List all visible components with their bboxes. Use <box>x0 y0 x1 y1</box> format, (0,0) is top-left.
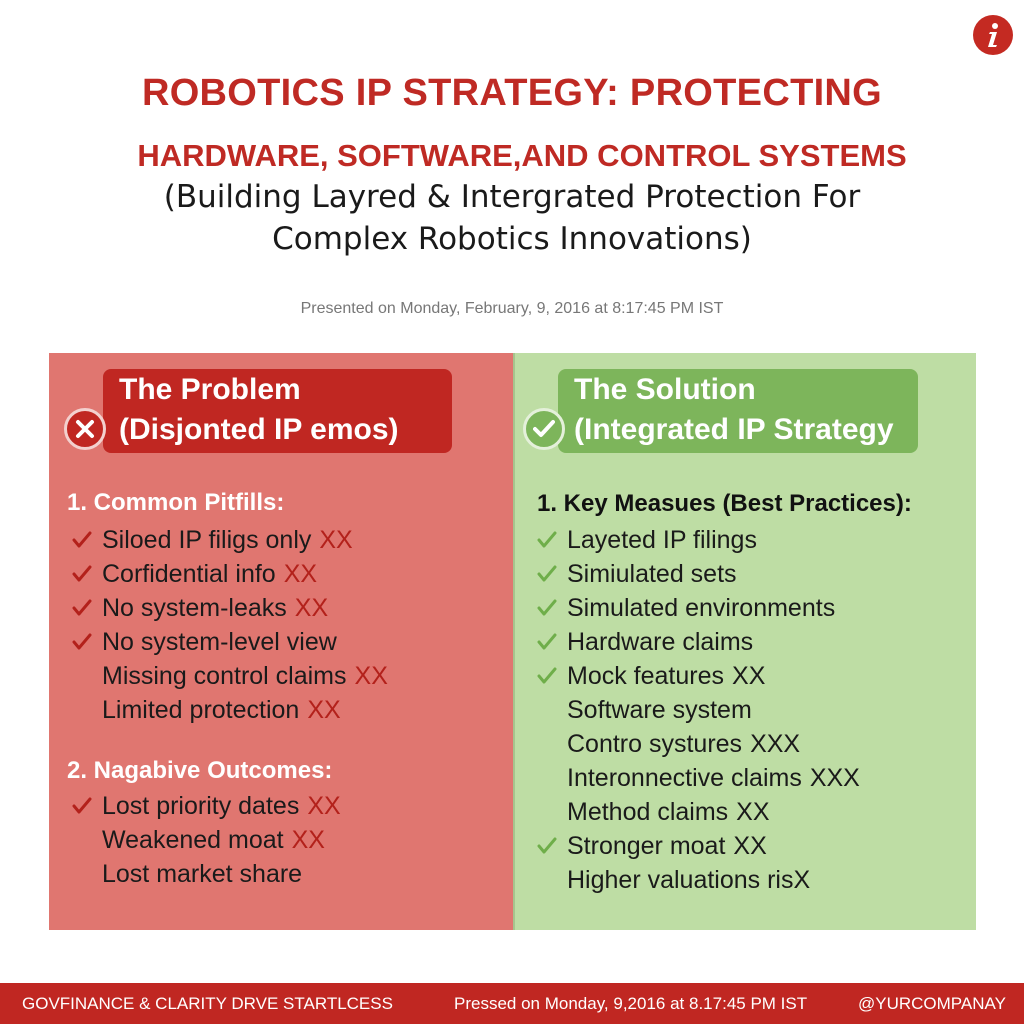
list-item <box>537 557 860 591</box>
checkmark-icon <box>537 633 567 651</box>
list-item-text: Limited protection <box>102 695 300 724</box>
list-item-mark: XX <box>307 791 341 820</box>
page-title-line2: HARDWARE, SOFTWARE,AND CONTROL SYSTEMS <box>137 138 907 173</box>
checkmark-icon <box>72 633 102 651</box>
list-item-text: Missing control claims <box>102 661 347 690</box>
footer-left-text: GOVFINANCE & CLARITY DRVE STARTLCESS <box>22 994 393 1013</box>
checkmark-icon <box>72 531 102 549</box>
list-item <box>537 727 860 761</box>
list-item-text: Interonnective claims <box>567 763 802 792</box>
list-item <box>72 693 388 727</box>
list-item-text: Stronger moat <box>567 831 726 860</box>
solution-measures-list <box>537 523 860 897</box>
solution-header <box>558 369 918 453</box>
checkmark-icon <box>537 531 567 549</box>
list-item-text: Corfidential info <box>102 559 276 588</box>
solution-header-subtitle: (Integrated IP Strategy <box>574 413 894 446</box>
list-item-text: Contro systures <box>567 729 743 758</box>
checkmark-icon <box>72 797 102 815</box>
list-item-text: Mock features <box>567 661 725 690</box>
list-item-mark: XX <box>319 525 353 554</box>
list-item-text: Hardware claims <box>567 627 754 656</box>
list-item <box>537 591 860 625</box>
info-icon[interactable] <box>973 15 1013 55</box>
problem-section-heading-pitfalls: 1. Common Pitfills: <box>67 489 285 516</box>
list-item-text: Simulated environments <box>567 593 836 622</box>
problem-header <box>103 369 452 453</box>
problem-section-heading-outcomes: 2. Nagabive Outcomes: <box>67 757 333 784</box>
check-circle-icon <box>523 408 565 450</box>
list-item-text: Layeted IP filings <box>567 525 757 554</box>
list-item <box>72 857 341 891</box>
list-item <box>537 523 860 557</box>
list-item-mark: XX <box>307 695 341 724</box>
list-item-mark: XX <box>354 661 388 690</box>
problem-header-subtitle: (Disjonted IP emos) <box>119 413 399 446</box>
list-item-mark: XXX <box>750 729 801 758</box>
list-item-text: Weakened moat <box>102 825 284 854</box>
page-title: ROBOTICS IP STRATEGY: PROTECTING <box>141 72 883 114</box>
list-item <box>72 659 388 693</box>
checkmark-icon <box>72 599 102 617</box>
list-item-text: Higher valuations risX <box>567 865 811 894</box>
list-item <box>72 523 388 557</box>
problem-pitfalls-list <box>72 523 388 727</box>
list-item <box>537 761 860 795</box>
list-item-text: Lost priority dates <box>102 791 300 820</box>
list-item <box>537 863 860 897</box>
list-item <box>537 829 860 863</box>
solution-panel <box>513 353 976 930</box>
list-item-mark: XX <box>732 661 766 690</box>
list-item-text: Lost market share <box>102 859 303 888</box>
list-item <box>72 557 388 591</box>
checkmark-icon <box>537 565 567 583</box>
checkmark-icon <box>72 565 102 583</box>
footer-handle[interactable]: @YURCOMPANAY <box>858 994 1006 1013</box>
footer-center-text: Pressed on Monday, 9,2016 at 8.17:45 PM IST <box>454 994 808 1013</box>
solution-header-title: The Solution <box>574 373 756 406</box>
list-item-mark: XX <box>294 593 329 622</box>
list-item-text: Software system <box>567 695 752 724</box>
list-item <box>537 659 860 693</box>
problem-panel <box>49 353 513 930</box>
x-circle-icon <box>64 408 106 450</box>
list-item-mark: XXX <box>809 763 860 792</box>
list-item-text: No system-level view <box>102 627 337 656</box>
list-item-text: Method claims <box>567 797 729 826</box>
list-item <box>537 795 860 829</box>
list-item <box>72 591 388 625</box>
presented-timestamp: Presented on Monday, February, 9, 2016 at 8:17:45 PM IST <box>300 300 724 317</box>
list-item-mark: XX <box>733 831 767 860</box>
page-subtitle: (Building Layred & Intergrated Protection For Complex Robotics Innovations) <box>163 179 861 257</box>
list-item-text: Siloed IP filigs only <box>102 525 312 554</box>
list-item-mark: XX <box>283 559 318 588</box>
footer-bar <box>0 983 1024 1024</box>
checkmark-icon <box>537 667 567 685</box>
checkmark-icon <box>537 599 567 617</box>
list-item <box>72 823 341 857</box>
solution-section-heading-measures: 1. Key Measues (Best Practices): <box>537 490 912 517</box>
list-item-mark: XX <box>291 825 325 854</box>
list-item-mark: XX <box>736 797 770 826</box>
list-item <box>537 625 860 659</box>
list-item <box>72 625 388 659</box>
checkmark-icon <box>537 837 567 855</box>
list-item-text: Simiulated sets <box>567 559 737 588</box>
list-item-text: No system-leaks <box>102 593 287 622</box>
problem-outcomes-list <box>72 789 341 891</box>
list-item <box>72 789 341 823</box>
problem-header-title: The Problem <box>119 373 301 406</box>
list-item <box>537 693 860 727</box>
